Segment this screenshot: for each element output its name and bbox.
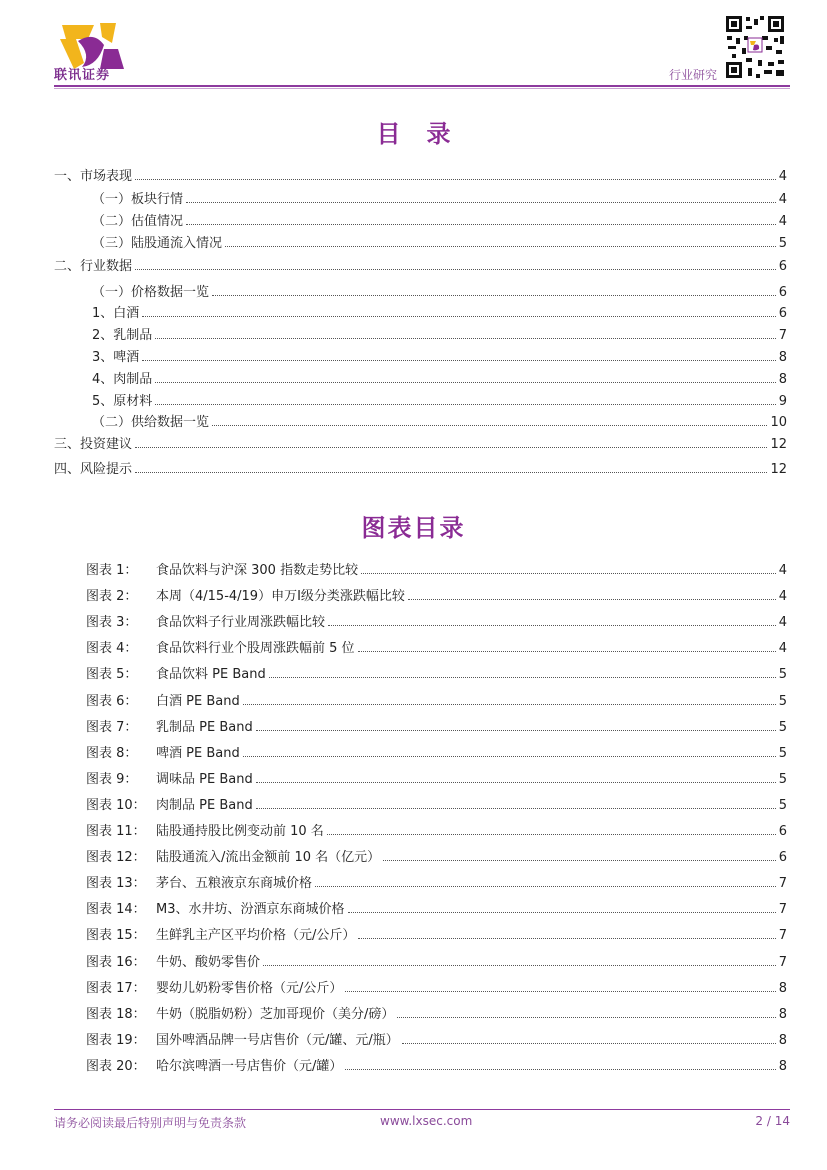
toc-entry-label: 2、乳制品 <box>92 328 153 343</box>
dot-leader <box>263 964 776 966</box>
logo-text: 联讯证券 <box>54 68 111 83</box>
figure-entry-label: 食品饮料与沪深 300 指数走势比较 <box>156 563 359 578</box>
figure-number: 图表 20： <box>86 1059 146 1074</box>
dot-leader <box>212 294 776 296</box>
page-number: 2 / 14 <box>755 1114 790 1128</box>
toc-entry-label: 5、原材料 <box>92 394 153 409</box>
dot-leader <box>135 446 767 448</box>
dot-leader <box>243 755 776 757</box>
figure-entry-label: 生鲜乳主产区平均价格（元/公斤） <box>156 928 356 943</box>
toc-entry[interactable] <box>92 389 787 409</box>
figure-entry[interactable] <box>86 793 787 813</box>
toc-entry-page: 6 <box>778 306 787 321</box>
toc-entry[interactable] <box>92 367 787 387</box>
figure-entry-label: 肉制品 PE Band <box>156 798 253 813</box>
toc-entry-label: 三、投资建议 <box>54 437 133 452</box>
figure-entry-label: 本周（4/15-4/19）申万Ⅰ级分类涨跌幅比较 <box>156 589 405 604</box>
figure-number: 图表 19： <box>86 1033 146 1048</box>
toc-entry[interactable] <box>92 301 787 321</box>
toc-entry[interactable] <box>92 209 787 229</box>
figure-number: 图表 18： <box>86 1007 146 1022</box>
figure-number: 图表 10： <box>86 798 146 813</box>
toc-entry-page: 10 <box>770 415 787 430</box>
toc-entry[interactable] <box>92 280 787 300</box>
figure-number: 图表 2： <box>86 589 138 604</box>
figure-entry-label: 国外啤酒品牌一号店售价（元/罐、元/瓶） <box>156 1033 399 1048</box>
toc-entry-label: 4、肉制品 <box>92 372 153 387</box>
figure-entry-page: 5 <box>778 798 787 813</box>
dot-leader <box>155 381 775 383</box>
figure-entry-label: 调味品 PE Band <box>156 772 253 787</box>
dot-leader <box>256 729 776 731</box>
dot-leader <box>225 245 776 247</box>
dot-leader <box>358 650 776 652</box>
figure-number: 图表 12： <box>86 850 146 865</box>
dot-leader <box>142 315 775 317</box>
figure-entry-label: 乳制品 PE Band <box>156 720 253 735</box>
figure-number: 图表 5： <box>86 667 138 682</box>
dot-leader <box>408 598 776 600</box>
figure-entry[interactable] <box>86 558 787 578</box>
toc-entry-label: 1、白酒 <box>92 306 140 321</box>
toc-entry-label: 一、市场表现 <box>54 169 133 184</box>
toc-entry[interactable] <box>92 187 787 207</box>
dot-leader <box>135 268 776 270</box>
dot-leader <box>135 471 767 473</box>
figure-entry[interactable] <box>86 1054 787 1074</box>
figure-entry-label: 食品饮料 PE Band <box>156 667 266 682</box>
dot-leader <box>328 624 776 626</box>
figure-number: 图表 15： <box>86 928 146 943</box>
dot-leader <box>212 424 767 426</box>
figure-number: 图表 16： <box>86 955 146 970</box>
figure-number: 图表 1： <box>86 563 138 578</box>
dot-leader <box>243 703 776 705</box>
figure-entry-page: 7 <box>778 955 787 970</box>
figure-entry-page: 5 <box>778 667 787 682</box>
toc-entry-label: 3、啤酒 <box>92 350 140 365</box>
figure-entry-page: 4 <box>778 641 787 656</box>
figure-number: 图表 11： <box>86 824 146 839</box>
dot-leader <box>186 223 776 225</box>
dot-leader <box>348 911 776 913</box>
figure-entry-label: 哈尔滨啤酒一号店售价（元/罐） <box>156 1059 343 1074</box>
figure-number: 图表 4： <box>86 641 138 656</box>
dot-leader <box>361 572 776 574</box>
figure-entry[interactable] <box>86 741 787 761</box>
figure-number: 图表 13： <box>86 876 146 891</box>
figure-entry-page: 5 <box>778 694 787 709</box>
footer-disclaimer: 请务必阅读最后特别声明与免责条款 <box>54 1116 247 1130</box>
footer-website-link[interactable]: www.lxsec.com <box>380 1114 473 1128</box>
toc-entry-label: 四、风险提示 <box>54 462 133 477</box>
toc-entry-label: （一）板块行情 <box>92 192 184 207</box>
figure-entry-label: 婴幼儿奶粉零售价格（元/公斤） <box>156 981 343 996</box>
figure-entry-page: 7 <box>778 928 787 943</box>
toc-title: 目录 <box>376 120 477 148</box>
toc-entry-page: 8 <box>778 372 787 387</box>
header-divider-thin <box>54 88 790 89</box>
dot-leader <box>327 833 776 835</box>
figure-entry-page: 4 <box>778 615 787 630</box>
figure-entry-page: 8 <box>778 1007 787 1022</box>
figure-entry[interactable] <box>86 662 787 682</box>
dot-leader <box>135 178 776 180</box>
figure-entry-page: 8 <box>778 981 787 996</box>
figure-entry-label: 牛奶、酸奶零售价 <box>156 955 261 970</box>
figure-entry[interactable] <box>86 1002 787 1022</box>
figure-entry-label: 啤酒 PE Band <box>156 746 240 761</box>
figure-entry[interactable] <box>86 897 787 917</box>
footer-divider <box>54 1109 790 1110</box>
toc-entry-label: （二）供给数据一览 <box>92 415 210 430</box>
figure-entry[interactable] <box>86 950 787 970</box>
figure-list-title: 图表目录 <box>361 514 466 542</box>
dot-leader <box>256 807 776 809</box>
toc-entry-label: （二）估值情况 <box>92 214 184 229</box>
dot-leader <box>345 1068 775 1070</box>
dot-leader <box>397 1016 775 1018</box>
figure-entry-label: 陆股通流入/流出金额前 10 名（亿元） <box>156 850 381 865</box>
qr-code-icon <box>724 14 786 80</box>
toc-entry[interactable] <box>54 254 787 274</box>
figure-entry-page: 5 <box>778 720 787 735</box>
dot-leader <box>256 781 776 783</box>
figure-entry[interactable] <box>86 636 787 656</box>
dot-leader <box>402 1042 776 1044</box>
toc-entry-page: 12 <box>770 437 787 452</box>
figure-entry-page: 6 <box>778 824 787 839</box>
figure-number: 图表 9： <box>86 772 138 787</box>
dot-leader <box>155 337 775 339</box>
toc-entry-page: 4 <box>778 169 787 184</box>
toc-entry-label: （一）价格数据一览 <box>92 285 210 300</box>
toc-entry-page: 4 <box>778 214 787 229</box>
dot-leader <box>345 990 775 992</box>
dot-leader <box>315 885 776 887</box>
figure-number: 图表 6： <box>86 694 138 709</box>
figure-number: 图表 7： <box>86 720 138 735</box>
dot-leader <box>186 201 776 203</box>
figure-entry-page: 5 <box>778 746 787 761</box>
figure-number: 图表 3： <box>86 615 138 630</box>
toc-entry-page: 4 <box>778 192 787 207</box>
toc-entry[interactable] <box>54 164 787 184</box>
figure-entry-label: 牛奶（脱脂奶粉）芝加哥现价（美分/磅） <box>156 1007 395 1022</box>
toc-entry[interactable] <box>92 345 787 365</box>
figure-number: 图表 14： <box>86 902 146 917</box>
toc-entry-page: 6 <box>778 285 787 300</box>
toc-entry[interactable] <box>92 231 787 251</box>
figure-entry-page: 7 <box>778 876 787 891</box>
toc-entry-label: 二、行业数据 <box>54 259 133 274</box>
dot-leader <box>142 359 775 361</box>
figure-entry-page: 6 <box>778 850 787 865</box>
figure-entry-label: 茅台、五粮液京东商城价格 <box>156 876 313 891</box>
figure-entry[interactable] <box>86 819 787 839</box>
toc-entry-page: 6 <box>778 259 787 274</box>
figure-entry[interactable] <box>86 610 787 630</box>
figure-entry-label: 食品饮料子行业周涨跌幅比较 <box>156 615 326 630</box>
figure-entry-label: 食品饮料行业个股周涨跌幅前 5 位 <box>156 641 355 656</box>
report-type-label: 行业研究 <box>668 68 717 82</box>
dot-leader <box>269 676 776 678</box>
figure-entry[interactable] <box>86 767 787 787</box>
page-header <box>0 0 827 90</box>
figure-entry-label: M3、水井坊、汾酒京东商城价格 <box>156 902 345 917</box>
toc-entry[interactable] <box>92 323 787 343</box>
toc-entry-page: 5 <box>778 236 787 251</box>
figure-number: 图表 17： <box>86 981 146 996</box>
toc-entry-page: 12 <box>770 462 787 477</box>
figure-entry-page: 4 <box>778 589 787 604</box>
dot-leader <box>155 403 775 405</box>
toc-entry-page: 7 <box>778 328 787 343</box>
figure-entry[interactable] <box>86 871 787 891</box>
page-footer <box>54 1114 790 1134</box>
toc-entry[interactable] <box>54 457 787 477</box>
figure-entry[interactable] <box>86 584 787 604</box>
toc-entry-page: 8 <box>778 350 787 365</box>
figure-entry[interactable] <box>86 689 787 709</box>
figure-entry-page: 7 <box>778 902 787 917</box>
toc-entry[interactable] <box>54 432 787 452</box>
figure-entry[interactable] <box>86 923 787 943</box>
figure-entry[interactable] <box>86 976 787 996</box>
figure-entry[interactable] <box>86 845 787 865</box>
toc-entry[interactable] <box>92 410 787 430</box>
figure-entry-page: 4 <box>778 563 787 578</box>
figure-number: 图表 8： <box>86 746 138 761</box>
figure-entry[interactable] <box>86 715 787 735</box>
toc-entry-label: （三）陆股通流入情况 <box>92 236 223 251</box>
figure-entry-page: 5 <box>778 772 787 787</box>
dot-leader <box>358 937 775 939</box>
figure-entry-label: 白酒 PE Band <box>156 694 240 709</box>
figure-entry[interactable] <box>86 1028 787 1048</box>
toc-entry-page: 9 <box>778 394 787 409</box>
header-divider <box>54 85 790 87</box>
figure-entry-label: 陆股通持股比例变动前 10 名 <box>156 824 324 839</box>
figure-entry-page: 8 <box>778 1033 787 1048</box>
dot-leader <box>383 859 776 861</box>
figure-entry-page: 8 <box>778 1059 787 1074</box>
